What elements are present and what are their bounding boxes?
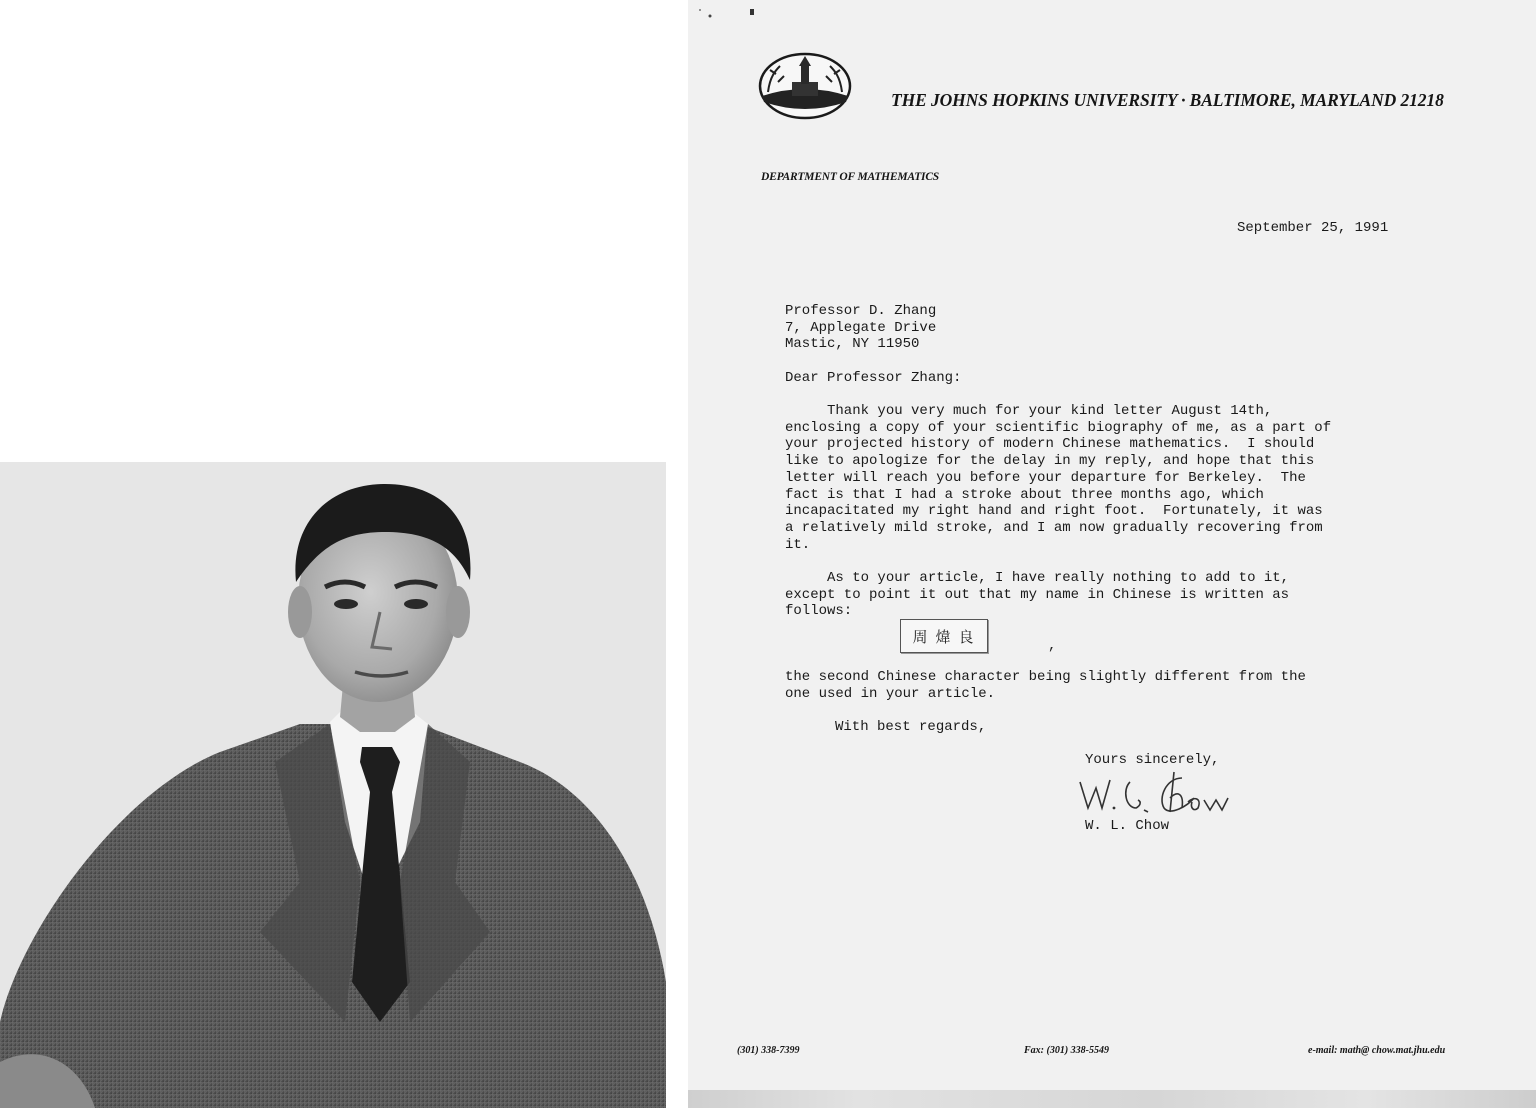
body-paragraph-3: the second Chinese character being slightly different from the one used in your article. [785,669,1306,702]
scan-specks [688,0,1536,40]
scan-edge-strip [688,1090,1536,1108]
footer-email: e-mail: math@ chow.mat.jhu.edu [1308,1045,1446,1056]
university-header: THE JOHNS HOPKINS UNIVERSITY · BALTIMORE, MARYLAND 21218 [891,90,1444,110]
right-eye [404,599,428,609]
right-ear [446,586,470,638]
recipient-line-3: Mastic, NY 11950 [785,336,920,353]
recipient-line-2: 7, Applegate Drive [785,319,937,336]
salutation: Dear Professor Zhang: [785,370,962,386]
portrait-photo [0,462,666,1108]
chinese-name-box: 周煒良 [900,619,988,653]
chinese-name-comma: , [1048,638,1057,654]
body-paragraph-2: As to your article, I have really nothing to add to it, except to point it out that my name in Chinese is written as follows: [785,570,1290,620]
signer-name: W. L. Chow [1085,818,1170,834]
footer-fax: Fax: (301) 338-5549 [1024,1045,1109,1056]
portrait-illustration [0,462,666,1108]
left-eye [334,599,358,609]
handwritten-signature [1070,768,1270,818]
letter-page [688,0,1536,1108]
body-paragraph-1: Thank you very much for your kind letter August 14th, enclosing a copy of your scientific biography of me, as a part of your projected history of modern Chinese mathematics. I should like to apologize for the delay in my reply, and hope that this letter will reach you before your departure for Berkeley. The fact is that I had a stroke about three months ago, which incapacitated my right hand and right foot. Fortunately, it was a relatively mild stroke, and I am now gradually recovering from it. [785,403,1332,553]
recipient-line-1: Professor D. Zhang [785,303,937,319]
closing-line: Yours sincerely, [1085,752,1220,768]
left-ear [288,586,312,638]
department-header: DEPARTMENT OF MATHEMATICS [761,171,939,183]
regards-line: With best regards, [835,719,987,735]
letter-date: September 25, 1991 [1237,220,1389,236]
recipient-address [785,303,936,353]
university-seal-icon [758,52,852,120]
footer-phone: (301) 338-7399 [737,1045,800,1056]
